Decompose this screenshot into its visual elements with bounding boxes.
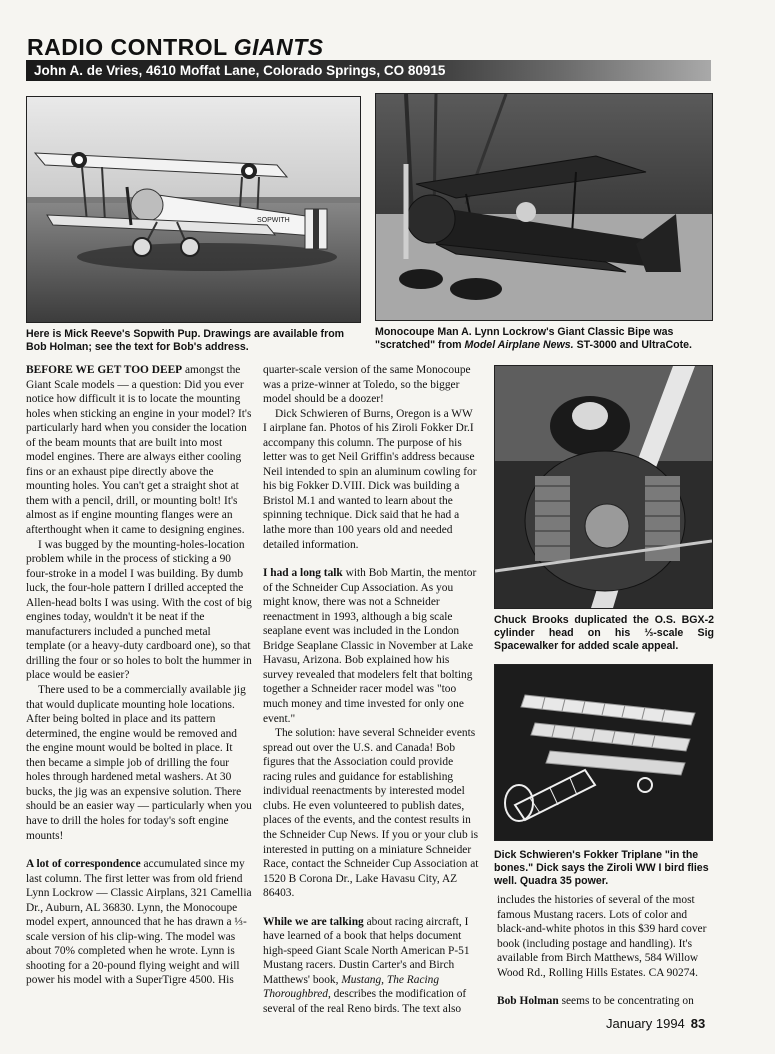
sopwith-pup-photo [26, 96, 361, 323]
paragraph-text: about racing aircraft, I have learned of a book that helps document high-speed Giant Scale North American P-51 Mustang racers. Dustin Carter's and Birch Matthews' book, [263, 915, 470, 986]
paragraph: There used to be a commercially available jig that would duplicate mounting hole locations. After being bolted in place and its pattern determined, the engine would be removed and the engine mount would be bolted in place. It then became a simple job of drilling the four holes through hardened metal washers. At 30 bucks, the jig was an expensive solution. There should be an easier way — particularly when you have to drill the holes for today's soft engine mounts! [26, 684, 252, 842]
paragraph [263, 566, 479, 726]
article-column-2 [263, 363, 479, 1017]
classic-bipe-caption-italic: Model Airplane News. [464, 339, 574, 351]
paragraph-lead: I had a long talk [263, 567, 343, 580]
paragraph-lead: A lot of correspondence [26, 858, 141, 871]
page-footer [606, 1016, 705, 1031]
paragraph [26, 363, 252, 538]
column-title [27, 34, 324, 60]
paragraph-lead: While we are talking [263, 915, 364, 928]
page-number: 83 [690, 1016, 706, 1031]
classic-bipe-caption [375, 326, 713, 352]
paragraph [26, 857, 252, 988]
paragraph-lead: BEFORE WE GET TOO DEEP [26, 364, 183, 376]
paragraph: quarter-scale version of the same Monocoupe was a prize-winner at Toledo, so the bigger model should be a doozer! [263, 364, 471, 406]
engine-photo [494, 365, 713, 609]
book-title: Mustang, The Racing Thoroughbred [263, 973, 440, 1001]
engine-caption: Chuck Brooks duplicated the O.S. BGX-2 cylinder head on his ⅓-scale Sig Spacewalker for added scale appeal. [494, 614, 714, 652]
paragraph-text: with Bob Martin, the mentor of the Schneider Cup Association. As you might know, there was not a Schneider reenactment in 1993, although a big scale seaplane event was included in the London Bridge Seaplane Classic in November at Lake Havasu, Arizona. Bob explained how his survey revealed that modelers felt that bolting together a Schneider racer model was "too much money and time invested for only one event." [263, 567, 477, 725]
title-main: RADIO CONTROL [27, 34, 228, 60]
paragraph-text: , describes the modification of several of the real Reno birds. The text also [263, 988, 467, 1015]
sopwith-caption: Here is Mick Reeve's Sopwith Pup. Drawings are available from Bob Holman; see the text for Bob's address. [26, 328, 345, 353]
issue-date: January 1994 [606, 1016, 685, 1031]
paragraph: includes the histories of several of the most famous Mustang racers. Lots of color and black-and-white photos in this $39 hard cover book (including postage and handling). It's available from Birch Matthews, 584 Willow Wood Rd., Rolling Hills Estates. CA 90274. [497, 894, 707, 979]
paragraph-text: seems to be concentrating on [558, 995, 694, 1008]
classic-bipe-photo [375, 93, 713, 321]
paragraph [263, 915, 479, 1017]
paragraph-text: accumulated since my last column. The first letter was from old friend Lynn Lockrow — Classic Airplans, 321 Camellia Dr., Auburn, AL 36830. Lynn, the Monocoupe model expert, announced that he has drawn a ⅓-scale version of his clip-wing. The model was about 70% completed when he wrote. Lynn is shooting for a 20-pound flying weight and will power his model with a SuperTigre 4500. His [26, 858, 252, 987]
classic-bipe-caption-a: Monocoupe Man A. Lynn Lockrow's Giant Classic Bipe was "scratched" from [375, 326, 674, 351]
paragraph [497, 994, 711, 1009]
article-column-1 [26, 363, 252, 988]
article-column-3 [497, 893, 711, 1009]
fokker-triplane-photo [494, 664, 713, 841]
fuselage-lettering: SOPWITH [257, 217, 290, 224]
classic-bipe-caption-b: ST-3000 and UltraCote. [573, 339, 692, 351]
title-italic: GIANTS [233, 34, 324, 60]
paragraph: Dick Schwieren of Burns, Oregon is a WW I airplane fan. Photos of his Ziroli Fokker Dr.I accompany this column. The purpose of his letter was to get Neil Griffin's address because Neil intended to spin an aluminum cowling for his big Fokker D.VIII. Dick was building a Bristol M.1 and wanted to learn about the spinning technique. Dick said that he had a lathe more than 100 years old and needed detailed information. [263, 407, 477, 551]
fokker-caption: Dick Schwieren's Fokker Triplane "in the bones." Dick says the Ziroli WW I bird flies well. Quadra 35 power. [494, 849, 709, 887]
byline-bar: John A. de Vries, 4610 Moffat Lane, Colorado Springs, CO 80915 [26, 60, 711, 81]
paragraph: The solution: have several Schneider events spread out over the U.S. and Canada! Bob figures that the Association could provide racing rules and guidance for establishing individual reenactments by interested model clubs. He even volunteered to publish dates, places of the events, and the contest results in the Schneider Cup News. If you or your club is interested in putting on a miniature Schneider Race, contact the Schneider Cup Association at 1520 B Corona Dr., Lake Havasu City, AZ 86403. [263, 727, 479, 900]
paragraph-lead: Bob Holman [497, 995, 559, 1008]
paragraph: I was bugged by the mounting-holes-location problem while in the process of sticking a 90 four-stroke in a model I was building. By dumb luck, the four-hole pattern I drilled accepted the Allen-head bolts I was using. With the cost of big engines today, wouldn't it be neat if the manufacturers included a punched metal template (or a heavy-duty cardboard one), so that drilling the four or so holes to bolt the hummer in place would be easier? [26, 538, 252, 682]
paragraph-text: amongst the Giant Scale models — a question: Did you ever notice how difficult it is to locate the mounting holes when sticking an engine in your model? It's particularly hard when you consider the location of the beam mounts that are built into most model engines. There are always either cooling fins or an exhaust pipe directly above the mounting holes. You can't get a straight shot at them with a pencil, drill, or mounting bolt! It's almost as if engine mounting flanges were an afterthought when it came to designing engines. [26, 364, 252, 537]
